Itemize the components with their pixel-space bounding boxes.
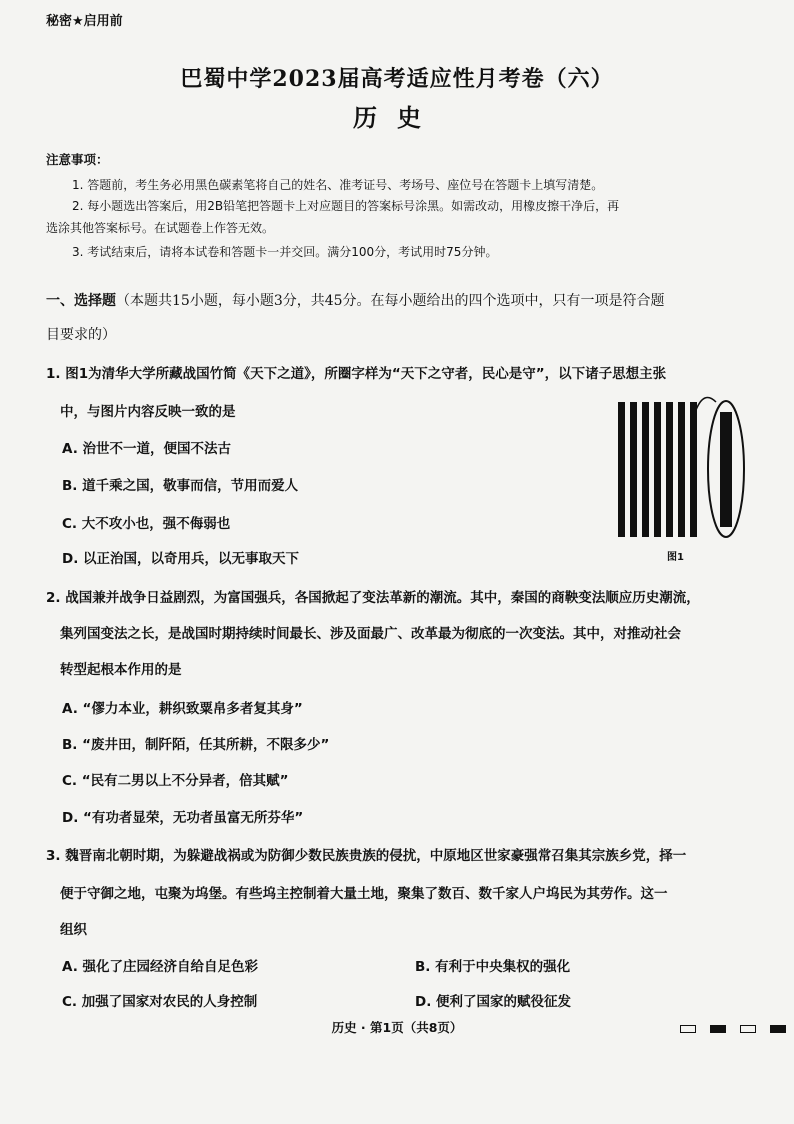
note-1: 1. 答题前，考生务必用黑色碳素笔将自己的姓名、准考证号、考场号、座位号在答题卡上填写清楚。 [72, 178, 604, 192]
q2-option-b: B. “废井田，制阡陌，任其所耕，不限多少” [62, 737, 330, 753]
q2-option-c: C. “民有二男以上不分异者，倍其赋” [62, 773, 289, 789]
section-desc-line-1: （本题共15小题，每小题3分，共45分。在每小题给出的四个选项中，只有一项是符合题 [116, 293, 665, 309]
q1-stem-line-1: 1. 图1为清华大学所藏战国竹简《天下之道》，所圈字样为“天下之守者，民心是守”，以下诸子思想主张 [46, 366, 667, 382]
q1-option-b: B. 道千乘之国，敬事而信，节用而爱人 [62, 478, 299, 494]
q3-option-d: D. 便利了国家的赋役征发 [415, 994, 572, 1010]
section-heading [46, 290, 665, 310]
confidential-label: 秘密★启用前 [46, 14, 123, 29]
figure-label: 图1 [667, 552, 684, 563]
exam-title: 巴蜀中学2023届高考适应性月考卷（六） [180, 66, 614, 92]
subject-title: 历史 [353, 103, 441, 132]
q2-stem-line-1: 2. 战国兼并战争日益剧烈，为富国强兵，各国掀起了变法革新的潮流。其中，秦国的商鞅变法顺应历史潮流， [46, 590, 700, 606]
q1-option-a: A. 治世不一道，便国不法古 [62, 441, 232, 457]
scan-mark [680, 1025, 696, 1033]
section-desc-line-2: 目要求的） [46, 327, 116, 343]
q1-option-c: C. 大不攻小也，强不侮弱也 [62, 516, 231, 532]
page-footer: 历史 · 第1页（共8页） [331, 1020, 463, 1035]
scan-mark [770, 1025, 786, 1033]
q3-stem-line-3: 组织 [60, 922, 87, 938]
q3-option-a: A. 强化了庄园经济自给自足色彩 [62, 959, 259, 975]
bamboo-slips-figure [612, 392, 752, 542]
q3-stem-line-1: 3. 魏晋南北朝时期，为躲避战祸或为防御少数民族贵族的侵扰，中原地区世家豪强常召集其宗族乡党，择一 [46, 848, 687, 864]
q3-option-b: B. 有利于中央集权的强化 [415, 959, 571, 975]
note-3: 3. 考试结束后，请将本试卷和答题卡一并交回。满分100分，考试用时75分钟。 [72, 245, 498, 259]
q2-option-d: D. “有功者显荣，无功者虽富无所芬华” [62, 810, 304, 826]
q1-option-d: D. 以正治国，以奇用兵，以无事取天下 [62, 551, 300, 567]
q2-option-a: A. “僇力本业，耕织致粟帛多者复其身” [62, 701, 303, 717]
q2-stem-line-2: 集列国变法之长，是战国时期持续时间最长、涉及面最广、改革最为彻底的一次变法。其中，对推动社会 [60, 626, 681, 642]
scan-marks [680, 1025, 786, 1033]
note-2-line-2: 选涂其他答案标号。在试题卷上作答无效。 [46, 221, 275, 235]
q2-stem-line-3: 转型起根本作用的是 [60, 662, 182, 678]
q1-stem-line-2: 中，与图片内容反映一致的是 [60, 404, 236, 420]
section-title: 一、选择题 [46, 293, 116, 309]
q3-stem-line-2: 便于守御之地，屯聚为坞堡。有些坞主控制着大量土地，聚集了数百、数千家人户坞民为其劳作。这一 [60, 886, 668, 902]
notes-heading: 注意事项： [46, 152, 109, 167]
scan-mark [710, 1025, 726, 1033]
q3-option-c: C. 加强了国家对农民的人身控制 [62, 994, 258, 1010]
note-2-line-1: 2. 每小题选出答案后，用2B铅笔把答题卡上对应题目的答案标号涂黑。如需改动，用橡皮擦干净后，再 [72, 199, 620, 213]
scan-mark [740, 1025, 756, 1033]
